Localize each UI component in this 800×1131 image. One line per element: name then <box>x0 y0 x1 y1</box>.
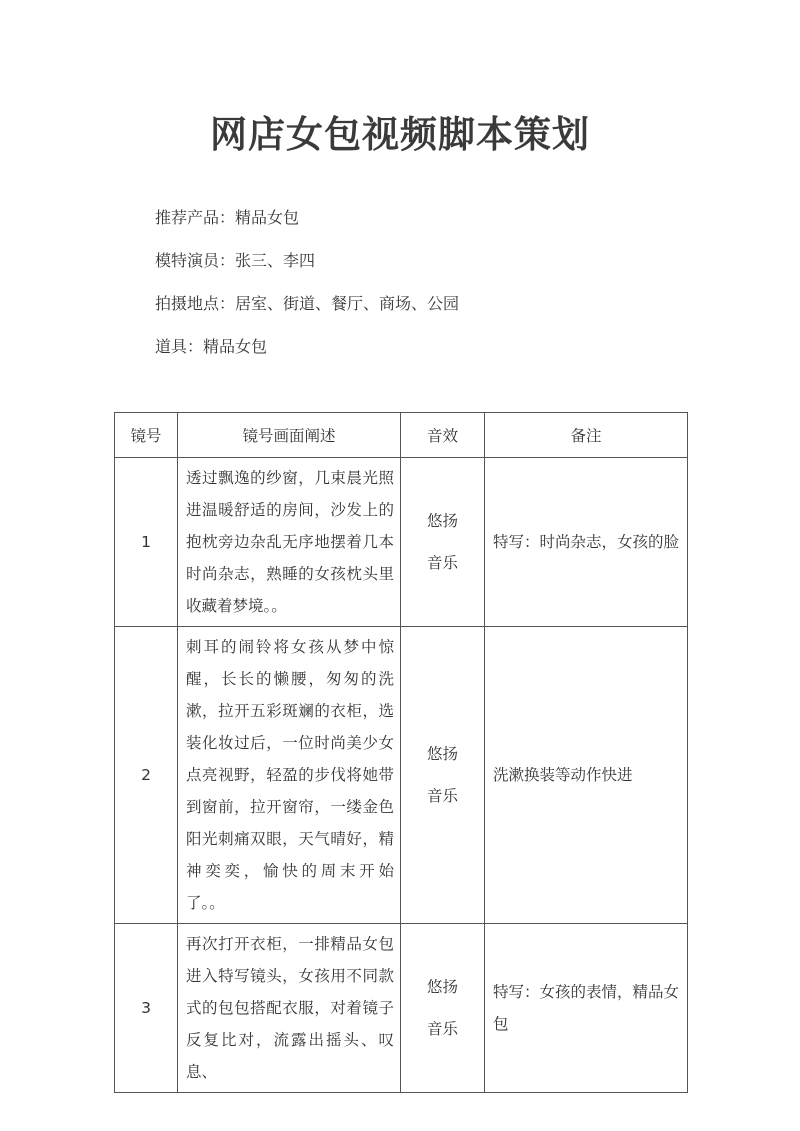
header-notes: 备注 <box>485 413 688 458</box>
sound-effect <box>401 627 485 924</box>
meta-locations: 拍摄地点：居室、街道、餐厅、商场、公园 <box>155 294 460 313</box>
table-row <box>115 458 688 627</box>
shot-number: 1 <box>115 458 178 627</box>
sound-effect-line: 悠扬 <box>426 512 458 530</box>
shot-description: 再次打开衣柜，一排精品女包进入特写镜头，女孩用不同款式的包包搭配衣服，对着镜子反复比对，流露出摇头、叹息、 <box>178 924 401 1093</box>
meta-props: 道具：精品女包 <box>155 337 268 356</box>
document-title: 网店女包视频脚本策划 <box>210 113 590 156</box>
header-sound-effect: 音效 <box>401 413 485 458</box>
meta-models: 模特演员：张三、李四 <box>155 251 316 270</box>
shot-note: 洗漱换装等动作快进 <box>485 627 688 924</box>
shot-note: 特写：女孩的表情，精品女包 <box>485 924 688 1093</box>
shot-number: 3 <box>115 924 178 1093</box>
sound-effect <box>401 458 485 627</box>
sound-effect <box>401 924 485 1093</box>
table-row <box>115 627 688 924</box>
shot-description: 刺耳的闹铃将女孩从梦中惊醒，长长的懒腰，匆匆的洗漱，拉开五彩斑斓的衣柜，选装化妆过后，一位时尚美少女点亮视野，轻盈的步伐将她带到窗前，拉开窗帘，一缕金色阳光刺痛双眼，天气晴好，精神奕奕，愉快的周末开始了。。 <box>178 627 401 924</box>
shot-number: 2 <box>115 627 178 924</box>
header-shot-description: 镜号画面阐述 <box>178 413 401 458</box>
table-row <box>115 924 688 1093</box>
header-shot-number: 镜号 <box>115 413 178 458</box>
sound-effect-line: 音乐 <box>426 787 458 805</box>
shot-table <box>114 412 688 1093</box>
script-meta <box>155 204 459 376</box>
meta-product: 推荐产品：精品女包 <box>155 208 300 227</box>
table-header-row <box>115 413 688 458</box>
sound-effect-line: 音乐 <box>426 1020 458 1038</box>
sound-effect-line: 音乐 <box>426 554 458 572</box>
shot-note: 特写：时尚杂志，女孩的脸 <box>485 458 688 627</box>
shot-description: 透过飘逸的纱窗，几束晨光照进温暖舒适的房间，沙发上的抱枕旁边杂乱无序地摆着几本时尚杂志，熟睡的女孩枕头里收藏着梦境。。 <box>178 458 401 627</box>
sound-effect-line: 悠扬 <box>426 978 458 996</box>
sound-effect-line: 悠扬 <box>426 745 458 763</box>
